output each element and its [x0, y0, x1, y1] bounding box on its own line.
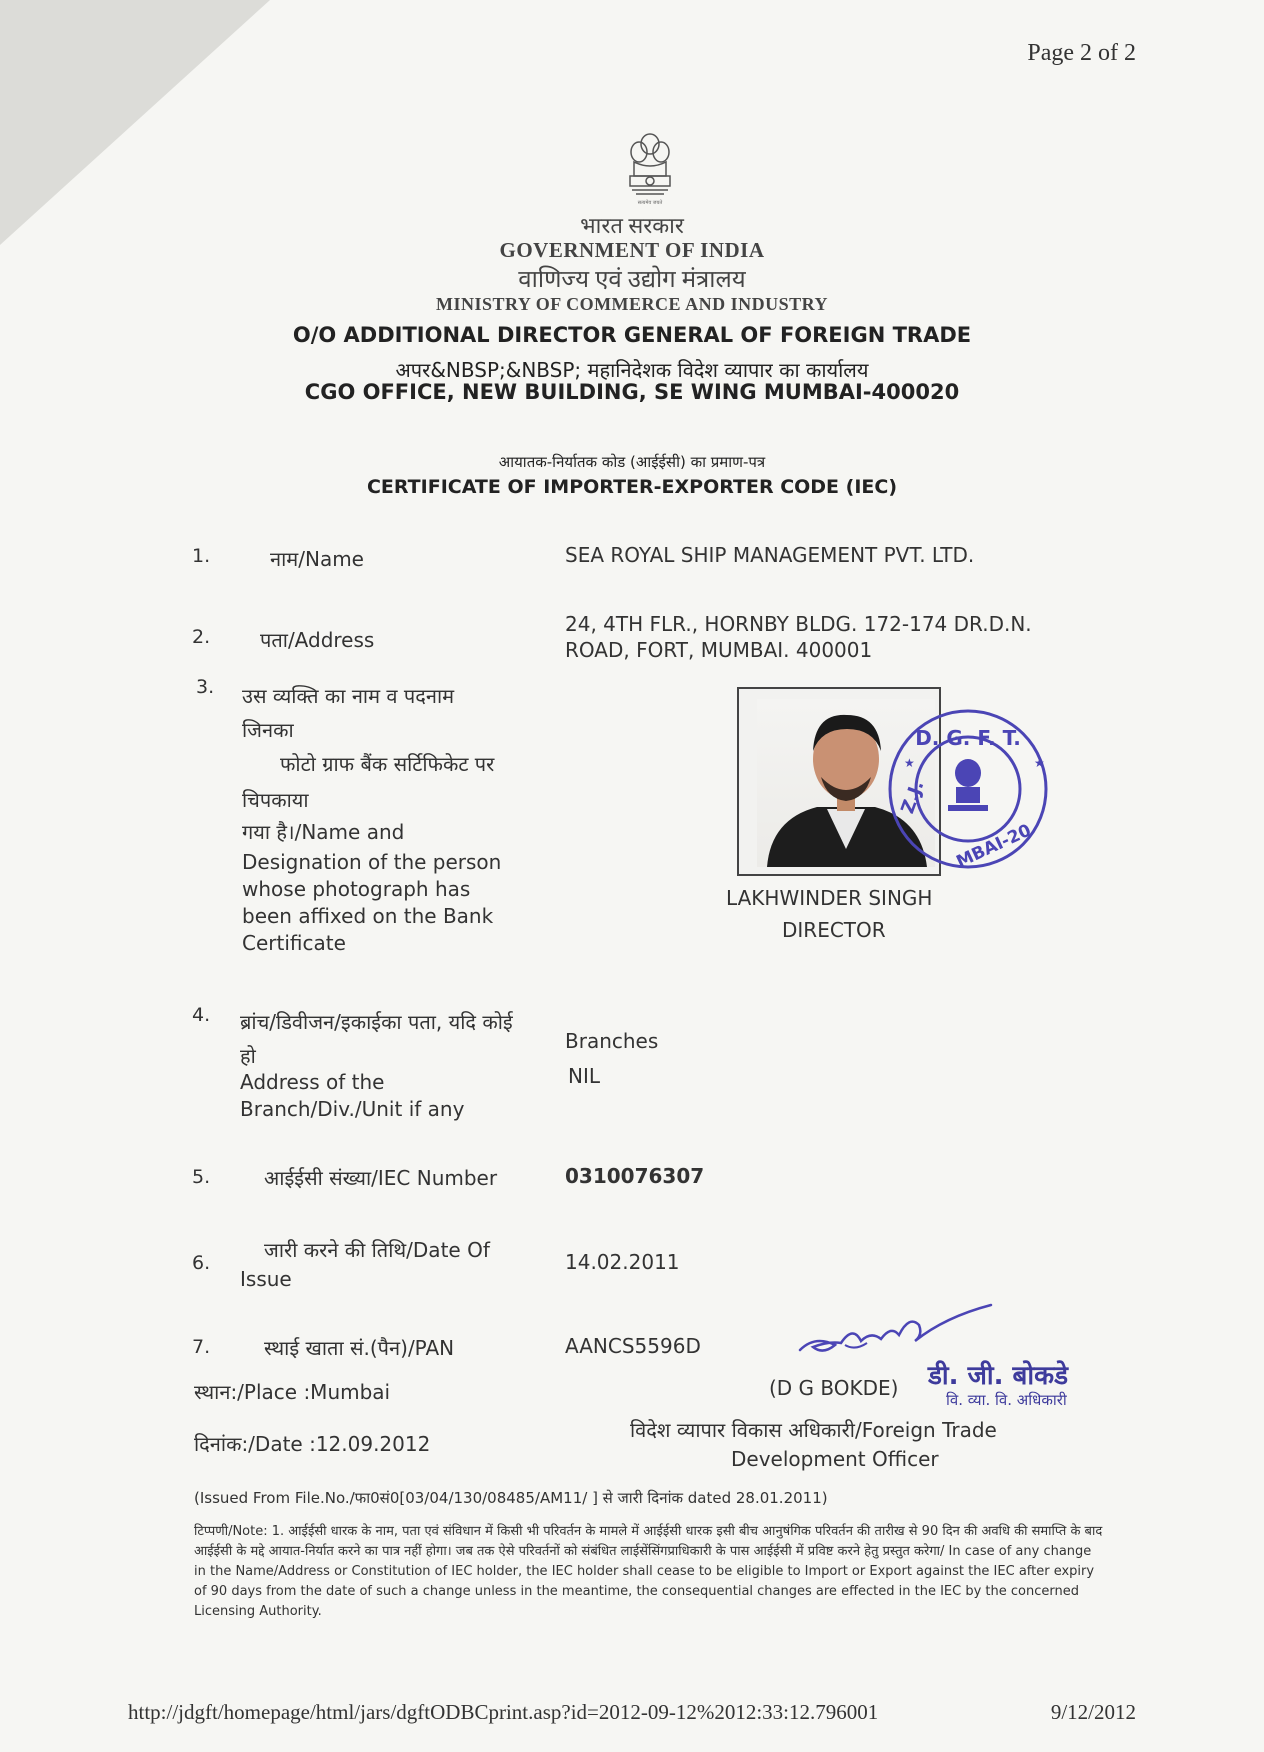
branch-label-line1: ब्रांच/डिवीजन/इकाईका पता, यदि कोई	[240, 1010, 513, 1034]
person-designation: DIRECTOR	[782, 918, 886, 942]
person-label-line6: Designation of the person	[242, 850, 502, 874]
field-number-person: 3.	[196, 676, 215, 698]
person-label-line4: चिपकाया	[242, 788, 309, 812]
office-title: O/O ADDITIONAL DIRECTOR GENERAL OF FOREIGN TRADE	[292, 323, 972, 347]
field-number-name: 1.	[192, 545, 211, 567]
branch-label-line4: Branch/Div./Unit if any	[240, 1097, 465, 1121]
signatory-name: (D G BOKDE)	[769, 1376, 899, 1400]
person-label-line7: whose photograph has	[242, 877, 471, 901]
person-label-line3: फोटो ग्राफ बैंक सर्टिफिकेट पर	[280, 752, 495, 776]
branch-value-line1: Branches	[565, 1029, 659, 1053]
svg-text:सत्यमेव जयते: सत्यमेव जयते	[637, 200, 663, 206]
person-label-line2: जिनका	[242, 718, 294, 742]
person-label-line5: गया है।/Name and	[242, 820, 405, 844]
footer-url: http://jdgft/homepage/html/jars/dgftODBCprint.asp?id=2012-09-12%2012:33:12.796001	[128, 1700, 879, 1724]
certificate-title: CERTIFICATE OF IMPORTER-EXPORTER CODE (IEC)	[366, 476, 898, 498]
dgft-stamp-icon	[884, 705, 1052, 873]
stamp-text-left: Z.J.	[897, 777, 929, 817]
pan-value: AANCS5596D	[565, 1334, 701, 1358]
issue-date-label-line1: जारी करने की तिथि/Date Of	[264, 1238, 490, 1262]
iec-label: आईईसी संख्या/IEC Number	[264, 1166, 498, 1190]
issued-from: (Issued From File.No./फा0सं0[03/04/130/08485/AM11/ ] से जारी दिनांक dated 28.01.2011)	[194, 1489, 828, 1507]
person-name: LAKHWINDER SINGH	[726, 886, 933, 910]
pan-label: स्थाई खाता सं.(पैन)/PAN	[264, 1336, 455, 1360]
branch-label-line3: Address of the	[240, 1070, 385, 1094]
issue-date-value: 14.02.2011	[565, 1250, 680, 1274]
branch-value-line2: NIL	[568, 1064, 601, 1088]
stamp-text-bottom: MBAI-20	[953, 820, 1035, 873]
ministry-title: MINISTRY OF COMMERCE AND INDUSTRY	[436, 294, 828, 314]
address-value-line1: 24, 4TH FLR., HORNBY BLDG. 172-174 DR.D.N.	[565, 612, 1032, 636]
page-number: Page 2 of 2	[1027, 40, 1136, 66]
place: स्थान:/Place :Mumbai	[194, 1380, 391, 1404]
signatory-stamp-name: डी. जी. बोकडे	[928, 1361, 1068, 1391]
government-title: GOVERNMENT OF INDIA	[499, 238, 765, 262]
signatory-designation-line1: विदेश व्यापार विकास अधिकारी/Foreign Trade	[630, 1418, 997, 1442]
issue-date-label-line2: Issue	[240, 1267, 292, 1291]
certificate-title-hindi: आयातक-निर्यातक कोड (आईईसी) का प्रमाण-पत्र	[498, 453, 766, 471]
government-title-hindi: भारत सरकार	[580, 213, 684, 238]
person-label-line9: Certificate	[242, 931, 346, 955]
svg-text:★: ★	[1034, 756, 1045, 770]
address-label: पता/Address	[260, 628, 375, 652]
date: दिनांक:/Date :12.09.2012	[194, 1432, 431, 1456]
footer-date: 9/12/2012	[1050, 1700, 1136, 1724]
field-number-branch: 4.	[192, 1004, 211, 1026]
signatory-stamp-designation: वि. व्या. वि. अधिकारी	[946, 1391, 1067, 1409]
field-number-address: 2.	[192, 626, 211, 648]
office-address: CGO OFFICE, NEW BUILDING, SE WING MUMBAI-400020	[304, 380, 960, 404]
office-title-hindi: अपर&NBSP;&NBSP; महानिदेशक विदेश व्यापार का कार्यालय	[395, 358, 869, 382]
branch-label-line2: हो	[240, 1044, 256, 1068]
name-label: नाम/Name	[270, 547, 364, 571]
svg-text:★: ★	[904, 756, 915, 770]
field-number-iec: 5.	[192, 1166, 211, 1188]
national-emblem-icon	[622, 130, 678, 208]
signatory-designation-line2: Development Officer	[731, 1447, 939, 1471]
folded-page-corner	[0, 0, 270, 245]
field-number-pan: 7.	[192, 1336, 211, 1358]
note: टिप्पणी/Note: 1. आईईसी धारक के नाम, पता एवं संविधान में किसी भी परिवर्तन के मामले में आईईसी धारक इसी बीच आनुषंगिक परिवर्तन की तारीख से 90 दिन की अवधि की समाप्ति के बाद आईईसी के मद्दे आयात-निर्यात करने का पात्र नहीं होगा। जब तक ऐसे परिवर्तनों को संबंधित लाईसेंसिंगप्राधिकारी के पास आईईसी में प्रविष्ट करने हेतु प्रस्तुत करेगा/ In case of any change in the Name/Address or Constitution of IEC holder, the IEC holder shall cease to be eligible to Import or Export against the IEC after expiry of 90 days from the date of such a change unless in the meantime, the consequential changes are effected in the IEC by the concerned Licensing Authority.	[194, 1524, 1103, 1619]
person-label-line1: उस व्यक्ति का नाम व पदनाम	[242, 684, 455, 708]
stamp-text-top: D. G. F. T.	[915, 726, 1021, 750]
iec-value: 0310076307	[565, 1164, 705, 1188]
person-label-line8: been affixed on the Bank	[242, 904, 494, 928]
field-number-issue-date: 6.	[192, 1252, 211, 1274]
name-value: SEA ROYAL SHIP MANAGEMENT PVT. LTD.	[565, 543, 975, 567]
address-value-line2: ROAD, FORT, MUMBAI. 400001	[565, 638, 873, 662]
ministry-title-hindi: वाणिज्य एवं उद्योग मंत्रालय	[518, 267, 746, 293]
